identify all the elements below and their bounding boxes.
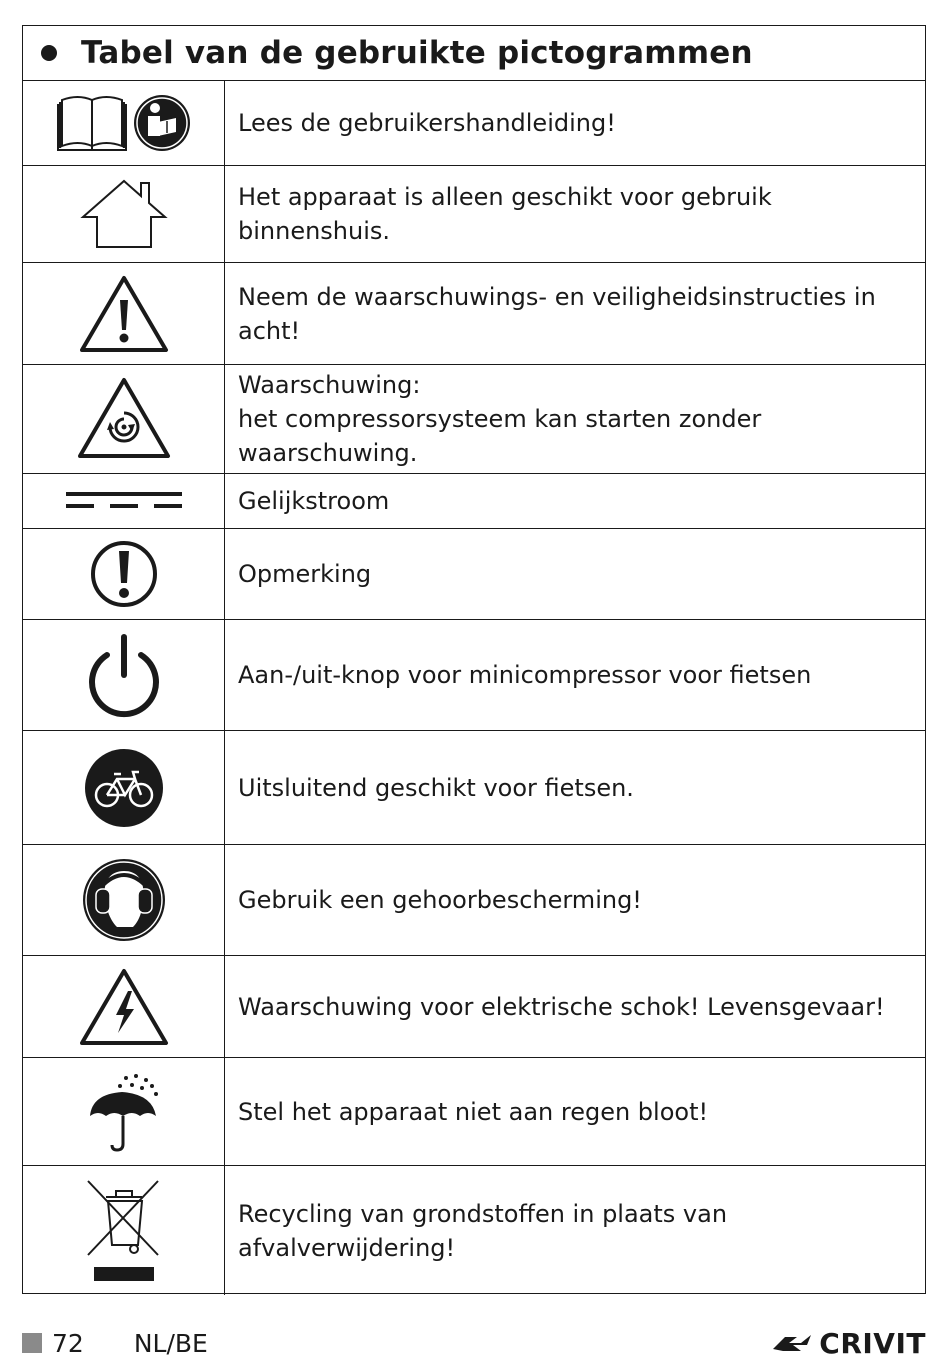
row-text bbox=[225, 845, 925, 955]
row-label: Aan-/uit-knop voor minicompressor voor fietsen bbox=[238, 661, 812, 689]
icon-cell bbox=[23, 81, 225, 165]
table-row bbox=[23, 529, 925, 620]
table-row bbox=[23, 365, 925, 474]
icon-cell bbox=[23, 365, 225, 473]
direct-current-icon bbox=[64, 489, 184, 513]
icon-cell bbox=[23, 731, 225, 844]
icon-cell bbox=[23, 1166, 225, 1295]
icon-cell bbox=[23, 845, 225, 955]
icon-cell bbox=[23, 166, 225, 262]
brand-logo bbox=[771, 1327, 926, 1360]
warning-triangle-icon bbox=[78, 274, 170, 354]
row-text bbox=[225, 263, 925, 364]
table-row bbox=[23, 263, 925, 365]
row-label: Het apparaat is alleen geschikt voor gebruik binnenshuis. bbox=[238, 183, 772, 245]
read-manual-icon bbox=[54, 92, 194, 154]
brand-swoosh-icon bbox=[771, 1331, 815, 1355]
row-text bbox=[225, 956, 925, 1057]
page-footer bbox=[22, 1325, 926, 1361]
row-label: Gelijkstroom bbox=[238, 487, 390, 515]
row-label: Lees de gebruikershandleiding! bbox=[238, 109, 616, 137]
table-row bbox=[23, 166, 925, 263]
row-label: Uitsluitend geschikt voor fietsen. bbox=[238, 773, 634, 802]
row-text bbox=[225, 81, 925, 165]
bicycle-icon bbox=[83, 747, 165, 829]
table-row bbox=[23, 731, 925, 845]
automatic-start-warning-icon bbox=[76, 376, 172, 462]
icon-cell bbox=[23, 263, 225, 364]
language-code: NL/BE bbox=[133, 1328, 208, 1358]
icon-cell bbox=[23, 1058, 225, 1165]
row-label: Neem de waarschuwings- en veiligheidsinstructies in acht! bbox=[238, 282, 876, 345]
row-text bbox=[225, 166, 925, 262]
note-exclamation-icon bbox=[89, 539, 159, 609]
row-label-line1: Waarschuwing: bbox=[238, 371, 421, 399]
row-label: Opmerking bbox=[238, 560, 372, 588]
table-row bbox=[23, 620, 925, 731]
page-marker-icon bbox=[22, 1333, 42, 1353]
hearing-protection-icon bbox=[81, 857, 167, 943]
icon-cell bbox=[23, 620, 225, 730]
table-row bbox=[23, 474, 925, 529]
pictogram-table bbox=[22, 25, 926, 1294]
table-row bbox=[23, 1166, 925, 1295]
table-row bbox=[23, 845, 925, 956]
table-row bbox=[23, 1058, 925, 1166]
row-text bbox=[225, 620, 925, 730]
page-title: Tabel van de gebruikte pictogrammen bbox=[81, 35, 753, 71]
table-title-row bbox=[23, 26, 925, 81]
row-text bbox=[225, 1058, 925, 1165]
row-text bbox=[225, 365, 925, 473]
row-label: Waarschuwing voor elektrische schok! Levensgevaar! bbox=[238, 992, 885, 1021]
crossed-bin-icon bbox=[86, 1179, 162, 1283]
electric-shock-icon bbox=[78, 967, 170, 1047]
page-number: 72 bbox=[52, 1328, 84, 1358]
rain-umbrella-icon bbox=[86, 1072, 162, 1152]
row-label-line2: het compressorsysteem kan starten zonder waarschuwing. bbox=[238, 405, 762, 467]
row-text bbox=[225, 1166, 925, 1295]
table-row bbox=[23, 81, 925, 166]
row-text bbox=[225, 731, 925, 844]
row-text bbox=[225, 474, 925, 528]
indoor-house-icon bbox=[79, 177, 169, 251]
row-text bbox=[225, 529, 925, 619]
icon-cell bbox=[23, 474, 225, 528]
brand-name: CRIVIT bbox=[819, 1326, 926, 1360]
row-label: Recycling van grondstoffen in plaats van afvalverwijdering! bbox=[238, 1199, 728, 1262]
icon-cell bbox=[23, 529, 225, 619]
bullet-icon bbox=[41, 45, 57, 61]
row-label: Stel het apparaat niet aan regen bloot! bbox=[238, 1097, 709, 1126]
row-label: Gebruik een gehoorbescherming! bbox=[238, 886, 642, 914]
icon-cell bbox=[23, 956, 225, 1057]
table-row bbox=[23, 956, 925, 1058]
power-button-icon bbox=[83, 631, 165, 719]
